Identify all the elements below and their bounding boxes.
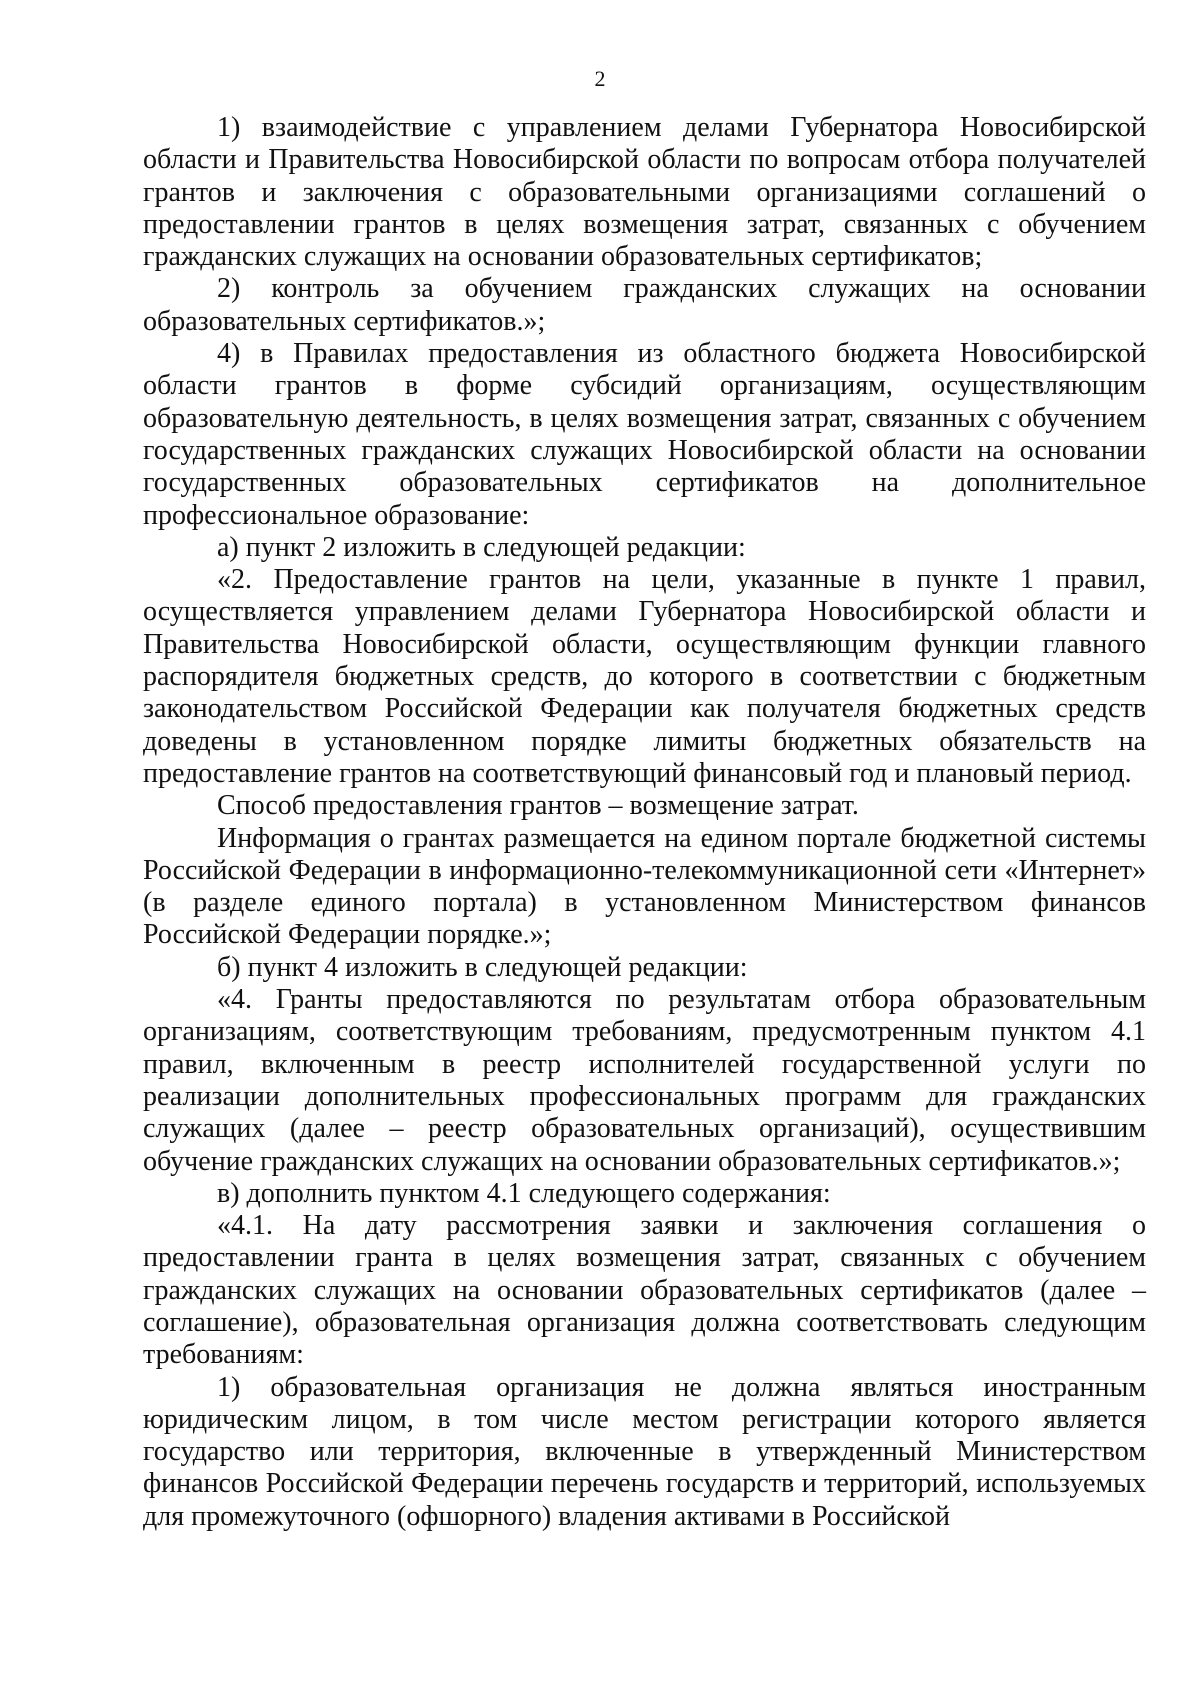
paragraph-grant-method: Способ предоставления грантов – возмещение затрат. bbox=[217, 790, 859, 822]
document-body bbox=[143, 112, 1146, 1533]
paragraph-subitem-v: в) дополнить пунктом 4.1 следующего содержания: bbox=[217, 1177, 831, 1209]
paragraph-item-4: 4) в Правилах предоставления из областного бюджета Новосибирской области грантов в форме субсидий организациям, осуществляющим образовательную деятельность, в целях возмещения затрат, связанных с обучением государственных гражданских служащих Новосибирской области на основании государственных образовательных сертификатов на дополнительное профессиональное образование: bbox=[143, 338, 1146, 531]
paragraph-item-1: 1) взаимодействие с управлением делами Губернатора Новосибирской области и Правительства Новосибирской области по вопросам отбора получателей грантов и заключения с образовательными организациями соглашений о предоставлении грантов в целях возмещения затрат, связанных с обучением гражданских служащих на основании образовательных сертификатов; bbox=[143, 112, 1146, 273]
paragraph-requirement-1: 1) образовательная организация не должна являться иностранным юридическим лицом, в том числе местом регистрации которого является государство или территория, включенные в утвержденный Министерством финансов Российской Федерации перечень государств и территорий, используемых для промежуточного (офшорного) владения активами в Российской bbox=[143, 1371, 1146, 1532]
paragraph-subitem-b: б) пункт 4 изложить в следующей редакции: bbox=[217, 951, 748, 983]
paragraph-subitem-a: а) пункт 2 изложить в следующей редакции: bbox=[217, 531, 746, 563]
paragraph-clause-2: «2. Предоставление грантов на цели, указанные в пункте 1 правил, осуществляется управлением делами Губернатора Новосибирской области и Правительства Новосибирской области, осуществляющим функции главного распорядителя бюджетных средств, до которого в соответствии с бюджетным законодательством Российской Федерации как получателя бюджетных средств доведены в установленном порядке лимиты бюджетных обязательств на предоставление грантов на соответствующий финансовый год и плановый период. bbox=[143, 564, 1146, 789]
paragraph-item-2: 2) контроль за обучением гражданских служащих на основании образовательных сертификатов.»; bbox=[143, 273, 1146, 337]
paragraph-clause-4-1: «4.1. На дату рассмотрения заявки и заключения соглашения о предоставлении гранта в целях возмещения затрат, связанных с обучением гражданских служащих на основании образовательных сертификатов (далее – соглашение), образовательная организация должна соответствовать следующим требованиям: bbox=[143, 1210, 1146, 1371]
paragraph-clause-4: «4. Гранты предоставляются по результатам отбора образовательным организациям, соответствующим требованиям, предусмотренным пунктом 4.1 правил, включенным в реестр исполнителей государственной услуги по реализации дополнительных профессиональных программ для гражданских служащих (далее – реестр образовательных организаций), осуществившим обучение гражданских служащих на основании образовательных сертификатов.»; bbox=[143, 984, 1146, 1177]
paragraph-grant-info: Информация о грантах размещается на едином портале бюджетной системы Российской Федерации в информационно-телекоммуникационной сети «Интернет» (в разделе единого портала) в установленном Министерством финансов Российской Федерации порядке.»; bbox=[143, 822, 1146, 951]
page-number: 2 bbox=[594, 66, 606, 91]
